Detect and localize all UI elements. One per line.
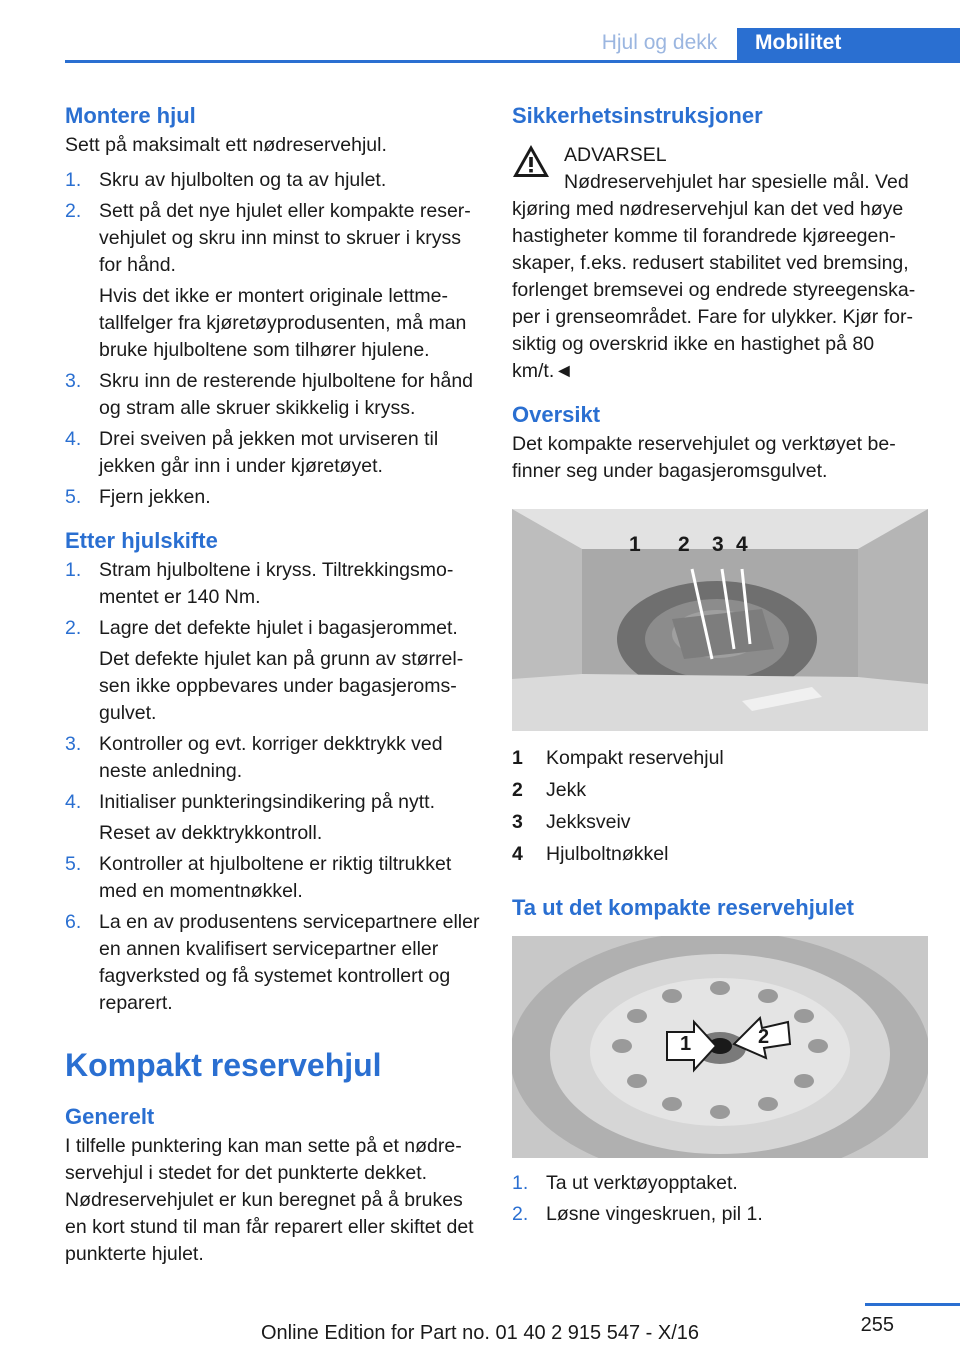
warning-body: kjøring med nødreservehjul kan det ved høye hastigheter komme til forandrede kjøreegenskaper, f.eks. redusert stabilitet ved bremsing, forlenget bremsevei og endrede styreegenskaper i grenseområdet. Fare for ulykker. Kjør forsiktig og overskrid ikke en hastighet på 80 km/t.◄ (512, 198, 916, 382)
warning-icon (512, 144, 550, 178)
sikkerhet-heading: Sikkerhetsinstruksjoner (512, 103, 763, 128)
oversikt-legend (512, 745, 928, 868)
list-item: 2. Sett på det nye hjulet eller kompakte reservehjulet og skru inn minst to skruer i kryss for hånd. Hvis det ikke er montert originale lettmetallfelger fra kjøretøyprodusenten, må man bruke hjulboltene som tilhører hjulene. (65, 200, 471, 361)
list-item: 5. Fjern jekken. (65, 486, 211, 508)
etter-steps (65, 557, 480, 1017)
legend-item: 2 Jekk (512, 779, 587, 801)
list-item: 4. Drei sveiven på jekken mot urviseren til jekken går inn i under kjøretøyet. (65, 428, 439, 477)
footer-edition: Online Edition for Part no. 01 40 2 915 547 - X/16 (260, 1322, 700, 1344)
list-item: 2. Løsne vingeskruen, pil 1. (512, 1203, 763, 1225)
ta-ut-steps (512, 1170, 928, 1228)
list-item: 1. Skru av hjulbolten og ta av hjulet. (65, 169, 387, 191)
generelt-body: I tilfelle punktering kan man sette på et nødreservehjul i stedet for det punkterte dekket. Nødreservehjulet er kun beregnet på å brukes en kort stund til man får reparert eller skiftet det punkterte hjulet. (65, 1135, 474, 1265)
header-rule (65, 60, 960, 63)
header-chapter-tab: Mobilitet (737, 28, 960, 62)
generelt-heading: Generelt (65, 1104, 155, 1129)
header-section-tab: Hjul og dekk (601, 31, 718, 54)
figure-label-4: 4 (736, 533, 748, 556)
montere-intro: Sett på maksimalt ett nødreservehjul. (65, 134, 387, 156)
list-item: 1. Ta ut verktøyopptaket. (512, 1172, 738, 1194)
figure-spare-wheel (512, 936, 928, 1158)
right-column (512, 100, 928, 1232)
warning-title: ADVARSEL (564, 144, 667, 166)
montere-steps (65, 167, 480, 511)
figure-trunk-overview (512, 509, 928, 731)
legend-item: 1 Kompakt reservehjul (512, 747, 724, 769)
legend-item: 4 Hjulboltnøkkel (512, 843, 669, 865)
warning-line1: Nødreservehjulet har spesielle mål. Ved (564, 171, 909, 193)
etter-heading: Etter hjulskifte (65, 528, 218, 553)
figure-label-2: 2 (678, 533, 690, 556)
montere-heading: Montere hjul (65, 103, 196, 128)
figure-label-arrow-2: 2 (758, 1026, 770, 1048)
oversikt-body: Det kompakte reservehjulet og verktøyet befinner seg under bagasjeromsgulvet. (512, 433, 896, 482)
list-item: 6. La en av produsentens servicepartnere eller en annen kvalifisert servicepartner eller fagverksted og få systemet kontrollert og reparert. (65, 911, 480, 1014)
list-item: 2. Lagre det defekte hjulet i bagasjerommet. Det defekte hjulet kan på grunn av størrelsen ikke oppbevares under bagasjeromsgulvet. (65, 617, 464, 724)
ta-ut-heading: Ta ut det kompakte reservehjulet (512, 895, 854, 920)
list-item: 4. Initialiser punkteringsindikering på nytt. Reset av dekktrykkontroll. (65, 791, 436, 844)
list-item: 3. Kontroller og evt. korriger dekktrykk ved neste anledning. (65, 733, 443, 782)
legend-item: 3 Jekksveiv (512, 811, 631, 833)
page-number: 255 (860, 1314, 894, 1336)
figure-label-3: 3 (712, 533, 724, 556)
figure-label-arrow-1: 1 (680, 1033, 692, 1055)
oversikt-heading: Oversikt (512, 402, 601, 427)
left-column (65, 100, 480, 1268)
kompakt-heading: Kompakt reservehjul (65, 1047, 382, 1083)
list-item: 1. Stram hjulboltene i kryss. Tiltrekkingsmomentet er 140 Nm. (65, 559, 454, 608)
warning-block (512, 142, 928, 385)
wheel-illustration (512, 936, 928, 1158)
footer-rule (865, 1303, 960, 1306)
list-item: 3. Skru inn de resterende hjulboltene for hånd og stram alle skruer skikkelig i kryss. (65, 370, 474, 419)
list-item: 5. Kontroller at hjulboltene er riktig tiltrukket med en momentnøkkel. (65, 853, 452, 902)
figure-label-1: 1 (629, 533, 641, 556)
